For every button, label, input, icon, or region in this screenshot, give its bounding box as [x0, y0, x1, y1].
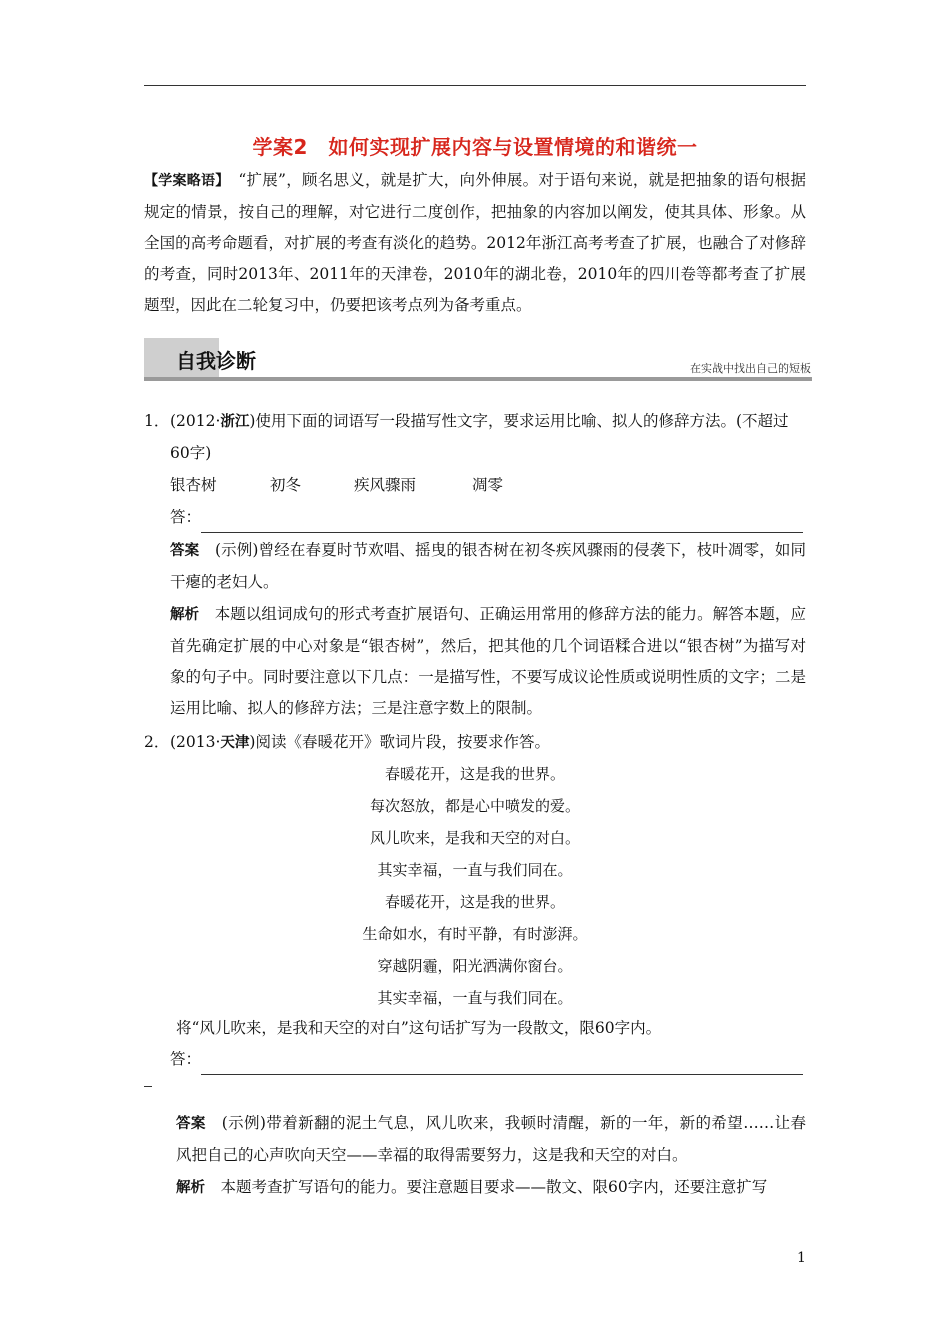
- q2-answer-text: (示例)带着新翻的泥土气息，风儿吹来，我顿时清醒，新的一年，新的希望……让春风把自己的心声吹向天空——幸福的取得需要努力，这是我和天空的对白。: [176, 1114, 806, 1164]
- q1-answer-text: (示例)曾经在春夏时节欢唱、摇曳的银杏树在初冬疾风骤雨的侵袭下，枝叶凋零，如同干瘪的老妇人。: [170, 541, 806, 591]
- q2-stem-text: )阅读《春暖花开》歌词片段，按要求作答。: [249, 733, 550, 751]
- intro-text: “扩展”，顾名思义，就是扩大，向外伸展。对于语句来说，就是把抽象的语句根据规定的情景，按自己的理解，对它进行二度创作，把抽象的内容加以阐发，使其具体、形象。从全国的高考命题看，对扩展的考查有淡化的趋势。2012年浙江高考考查了扩展，也融合了对修辞的考查，同时2013年、2011年的天津卷，2010年的湖北卷，2010年的四川卷等都考查了扩展题型，因此在二轮复习中，仍要把该考点列为备考重点。: [144, 171, 806, 314]
- q2-answer-label: 答案: [176, 1116, 206, 1132]
- q2-number: 2．: [144, 733, 170, 751]
- q2-answer-area: [170, 1044, 806, 1075]
- q2-answer-line[interactable]: [201, 1054, 803, 1075]
- q1-number: 1．: [144, 412, 170, 430]
- q2-analysis: [176, 1172, 806, 1204]
- poem-line: 每次怒放，都是心中喷发的爱。: [369, 797, 580, 815]
- poem-line: 穿越阴霾，阳光洒满你窗台。: [377, 957, 573, 975]
- q1-word: 初冬: [270, 476, 302, 494]
- line-continuation-mark: [144, 1086, 152, 1087]
- page-number: 1: [797, 1250, 806, 1266]
- section-title: 自我诊断: [176, 349, 256, 373]
- q1-answer-prompt: 答：: [170, 508, 202, 526]
- q2-task: 将“风儿吹来，是我和天空的对白”这句话扩写为一段散文，限60字内。: [176, 1019, 662, 1037]
- q1-source: 浙江: [220, 414, 250, 430]
- poem-line: 其实幸福，一直与我们同在。: [377, 989, 573, 1007]
- q1-source-pre: (2012·: [170, 412, 221, 430]
- q1-analysis-text: 本题以组词成句的形式考查扩展语句、正确运用常用的修辞方法的能力。解答本题，应首先确定扩展的中心对象是“银杏树”，然后，把其他的几个词语糅合进以“银杏树”为描写对象的句子中。同时要注意以下几点：一是描写性，不要写成议论性质或说明性质的文字；二是运用比喻、拟人的修辞方法；三是注意字数上的限制。: [170, 605, 806, 717]
- intro-tag: 【学案略语】: [144, 173, 223, 189]
- q2-source: 天津: [220, 735, 250, 751]
- q1-word-list: [170, 470, 806, 501]
- q2-analysis-text: 本题考查扩写语句的能力。要注意题目要求——散文、限60字内，还要注意扩写: [220, 1178, 768, 1196]
- q1-answer: [170, 535, 806, 598]
- q1-analysis-label: 解析: [170, 607, 200, 623]
- q1-answer-line[interactable]: [201, 512, 803, 533]
- q2-source-pre: (2013·: [170, 733, 221, 751]
- q1-stem-line1: )使用下面的词语写一段描写性文字，要求运用比喻、拟人的修辞方法。(不超过: [249, 412, 789, 430]
- poem-line: 春暖花开，这是我的世界。: [384, 765, 565, 783]
- header-rule: [144, 85, 806, 86]
- q2-answer-prompt: 答：: [170, 1050, 202, 1068]
- section-rule: [144, 377, 812, 381]
- q1-word: 银杏树: [170, 476, 217, 494]
- q2-stem: [144, 727, 806, 759]
- poem-line: 风儿吹来，是我和天空的对白。: [369, 829, 580, 847]
- poem-line: 其实幸福，一直与我们同在。: [377, 861, 573, 879]
- q1-stem-line2: 60字): [170, 444, 212, 462]
- q1-word: 疾风骤雨: [354, 476, 417, 494]
- q1-stem: [144, 406, 806, 438]
- q1-analysis: [170, 599, 806, 724]
- q1-answer-area: [170, 502, 806, 533]
- poem-line: 生命如水，有时平静，有时澎湃。: [362, 925, 588, 943]
- q1-word: 凋零: [472, 476, 504, 494]
- q1-answer-label: 答案: [170, 543, 200, 559]
- intro-paragraph: [144, 165, 806, 321]
- page-title: 学案2 如何实现扩展内容与设置情境的和谐统一: [252, 135, 698, 159]
- poem-line: 春暖花开，这是我的世界。: [384, 893, 565, 911]
- q2-poem: [144, 758, 806, 1014]
- section-note: 在实战中找出自己的短板: [690, 362, 811, 375]
- q2-analysis-label: 解析: [176, 1180, 205, 1196]
- q2-answer: [176, 1108, 806, 1171]
